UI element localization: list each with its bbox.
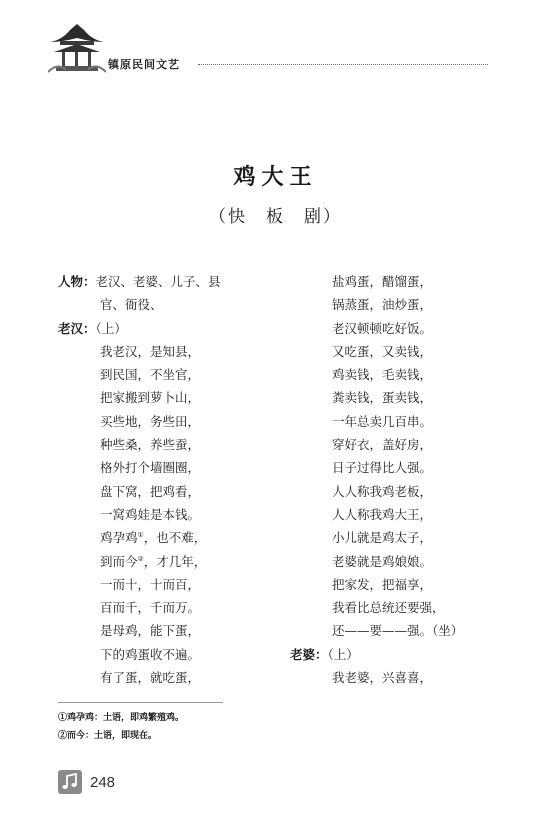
- text-line: [290, 317, 500, 340]
- text-line: [290, 456, 500, 479]
- text-line: [58, 410, 288, 433]
- text-line: [290, 386, 500, 409]
- text-line: [290, 573, 500, 596]
- text-line: [58, 480, 288, 503]
- line-text: 到而今: [100, 553, 138, 569]
- text-line: [58, 619, 288, 642]
- text-line: [58, 573, 288, 596]
- footnote: ②而今：土语，即现在。: [58, 731, 158, 741]
- text-line: [58, 340, 288, 363]
- play-title: 鸡大王: [233, 164, 318, 190]
- text-line: [58, 596, 288, 619]
- line-text: 人人称我鸡大王，: [332, 506, 433, 522]
- line-text: 种些桑，养些蚕，: [100, 437, 201, 453]
- line-text-rest: ，也不难，: [143, 530, 207, 546]
- text-line: [58, 643, 288, 666]
- text-line: [290, 270, 500, 293]
- music-note-icon: [58, 770, 82, 794]
- text-line: [290, 503, 500, 526]
- line-text: 小儿就是鸡太子，: [332, 530, 433, 546]
- line-text: 粪卖钱，蛋卖钱，: [332, 390, 433, 406]
- text-line: [58, 386, 288, 409]
- text-line: [290, 293, 500, 316]
- text-line: [58, 456, 288, 479]
- line-text: 一而十，十而百，: [100, 576, 201, 592]
- speaker-label: 人物：: [58, 274, 96, 289]
- line-text: 百而千，千而万。: [100, 600, 201, 616]
- pavilion-icon: [48, 22, 106, 74]
- play-subtitle: （快 板 剧）: [209, 207, 342, 227]
- line-text: 锅蒸蛋，油炒蛋，: [332, 297, 433, 313]
- line-text: 还——要——强。（坐）: [332, 623, 464, 639]
- text-line: [290, 526, 500, 549]
- text-line: [290, 643, 500, 666]
- line-text: 穿好衣，盖好房，: [332, 437, 433, 453]
- text-line: [290, 619, 500, 642]
- text-line: [290, 363, 500, 386]
- line-text: 盘下窝，把鸡看，: [100, 483, 201, 499]
- line-text: （上）: [327, 646, 359, 662]
- text-line: [290, 596, 500, 619]
- text-line: [290, 410, 500, 433]
- line-text: 是母鸡，能下蛋，: [100, 623, 201, 639]
- line-text: 老汉、老婆、儿子、县: [95, 274, 221, 289]
- text-line: [58, 503, 288, 526]
- line-text: （上）: [95, 320, 127, 336]
- line-text: 官、衙役、: [100, 297, 163, 313]
- text-line: [290, 550, 500, 573]
- line-text: 日子过得比人强。: [332, 460, 433, 476]
- line-text: 有了蛋，就吃蛋，: [100, 670, 201, 686]
- line-text: 一窝鸡娃是本钱。: [100, 506, 201, 522]
- line-text-rest: ，才几年，: [143, 553, 207, 569]
- line-text: 买些地，务些田，: [100, 413, 201, 429]
- footnote-marker: ①: [137, 531, 144, 540]
- text-line: [290, 433, 500, 456]
- footnotes: [58, 709, 184, 745]
- line-text: 鸡卖钱，毛卖钱，: [332, 367, 433, 383]
- line-text: 老婆就是鸡娘娘。: [332, 553, 433, 569]
- line-text: 到民国，不坐官，: [100, 367, 201, 383]
- text-line: [58, 666, 288, 689]
- line-text: 老汉顿顿吃好饭。: [332, 320, 433, 336]
- text-line: [58, 293, 288, 316]
- line-text: 我老汉，是知县，: [100, 343, 201, 359]
- line-text: 人人称我鸡老板，: [332, 483, 433, 499]
- line-text: 盐鸡蛋，醋馏蛋，: [332, 274, 433, 289]
- text-line: [58, 550, 288, 573]
- line-text: 又吃蛋，又卖钱，: [332, 343, 433, 359]
- header-book-title: 镇原民间文艺: [108, 58, 180, 71]
- line-text: 格外打个墙圈圈，: [100, 460, 201, 476]
- line-text: 我看比总统还要强，: [332, 600, 445, 616]
- footnote-rule: [58, 702, 223, 703]
- line-text: 一年总卖几百串。: [332, 413, 433, 429]
- speaker-label: 老汉：: [58, 320, 96, 336]
- line-text: 我老婆，兴喜喜，: [332, 670, 433, 686]
- right-column: [290, 270, 500, 689]
- speaker-label: 老婆：: [290, 646, 328, 662]
- text-line: [290, 480, 500, 503]
- footnote: ①鸡孕鸡：土语，即鸡繁殖鸡。: [58, 713, 185, 723]
- footnote-marker: ②: [137, 554, 144, 563]
- line-text: 鸡孕鸡: [100, 530, 138, 546]
- text-line: [290, 340, 500, 363]
- text-line: [58, 363, 288, 386]
- line-text: 把家发，把福享，: [332, 576, 433, 592]
- text-line: [58, 526, 288, 549]
- line-text: 把家搬到萝卜山，: [100, 390, 201, 406]
- left-column: [58, 270, 288, 689]
- header-dotted-rule: [198, 64, 488, 65]
- text-line: [58, 270, 288, 293]
- line-text: 下的鸡蛋收不遍。: [100, 646, 201, 662]
- running-header: [48, 22, 498, 82]
- text-line: [290, 666, 500, 689]
- page-number: 248: [90, 774, 116, 791]
- text-line: [58, 433, 288, 456]
- text-line: [58, 317, 288, 340]
